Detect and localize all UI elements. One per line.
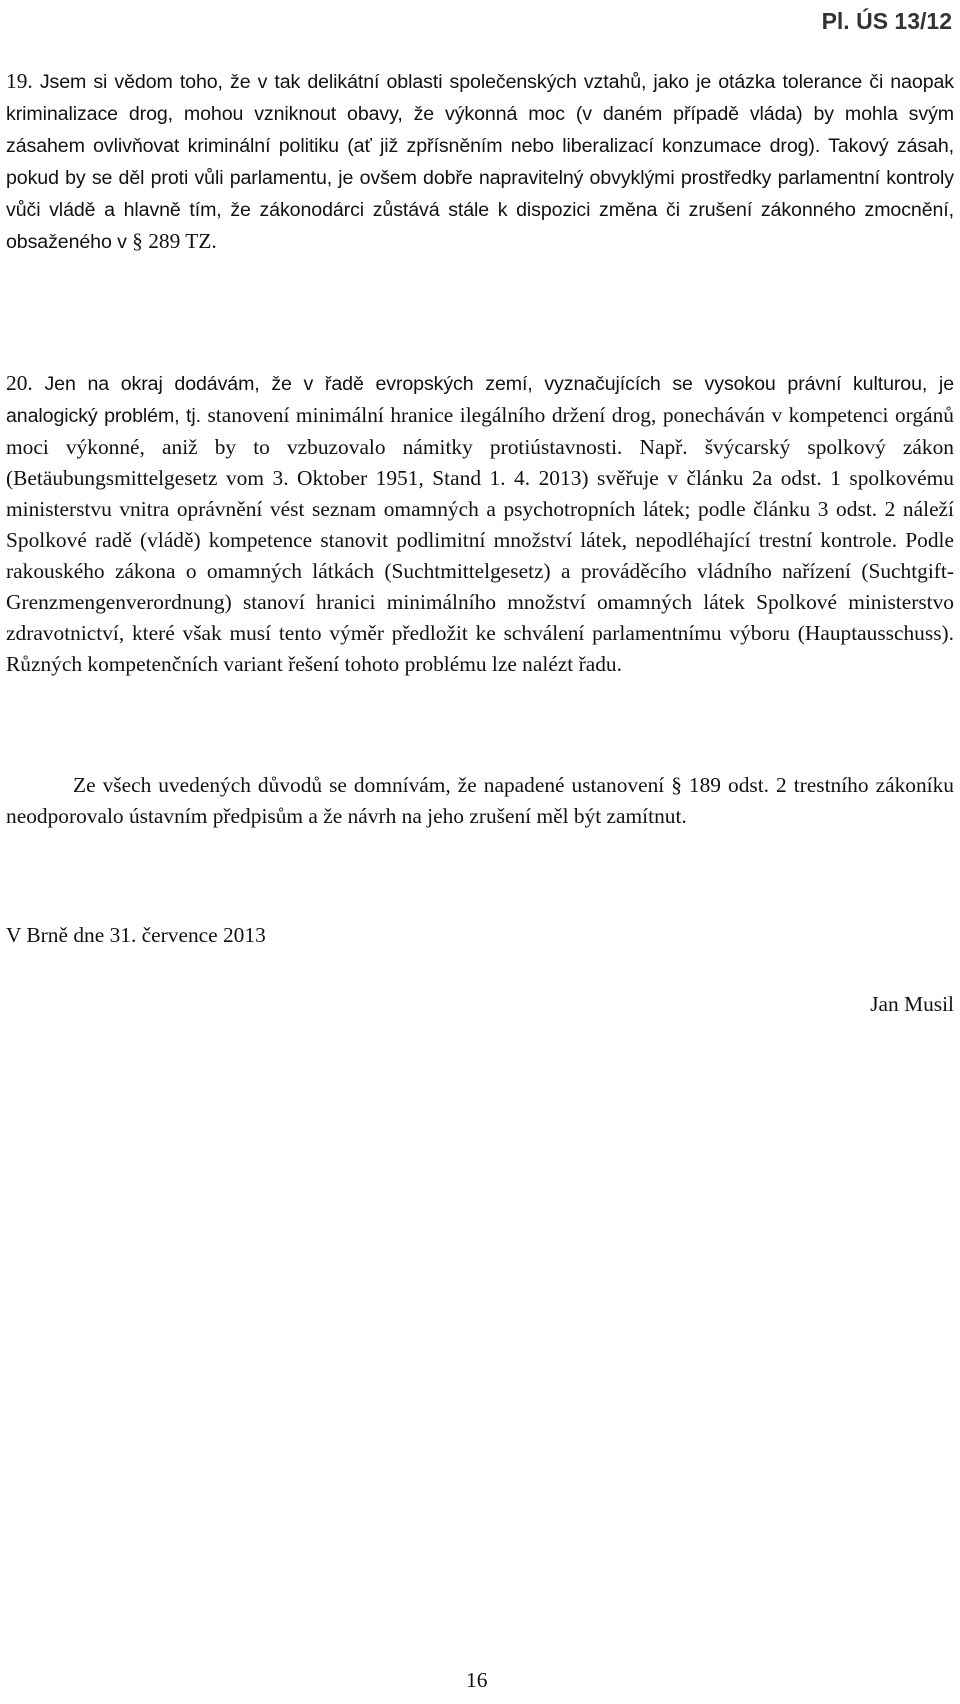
place-and-date: V Brně dne 31. července 2013 (6, 923, 266, 947)
paragraph-20-text: stanovení minimální hranice ilegálního držení drog, ponecháván v kompetenci orgánů moci výkonné, aniž by to vzbuzovalo námitky protiústavnosti. Např. švýcarský spolkový zákon (Betäubungsmittelgesetz vom 3. Oktober 1951, Stand 1. 4. 2013) svěřuje v článku 2a odst. 1 spolkovému ministerstvu vnitra oprávnění vést seznam omamných a psychotropních látek; podle článku 3 odst. 2 náleží Spolkové radě (vládě) kompetence stanovit podlimitní množství látek, nepodléhající trestní kontrole. Podle rakouského zákona o omamných látkách (Suchtmittelgesetz) a prováděcího vládního nařízení (Suchtgift-Grenzmengenverordnung) stanoví hranici minimálního množství omamných látek Spolkové ministerstvo zdravotnictví, které však musí tento výměr předložit ke schválení parlamentnímu výboru (Hauptausschuss). Různých kompetenčních variant řešení tohoto problému lze nalézt řadu. (6, 403, 954, 676)
paragraph-19-number: 19. (6, 69, 33, 93)
signature-name: Jan Musil (870, 992, 954, 1016)
paragraph-20 (6, 368, 954, 680)
paragraph-19-tail: § 289 TZ. (126, 229, 217, 253)
paragraph-19-text: Jsem si vědom toho, že v tak delikátní oblasti společenských vztahů, jako je otázka tolerance či naopak kriminalizace drog, mohou vzniknout obavy, že výkonná moc (v daném případě vláda) by mohla svým zásahem ovlivňovat kriminální politiku (ať již zpřísněním nebo liberalizací konzumace drog). (6, 71, 954, 157)
paragraph-20-intro: Jen na okraj dodávám, že v řadě evropských zemí, vyznačujících se vysokou právní kulturou, je analogický problém, tj. (6, 373, 954, 427)
conclusion-paragraph: Ze všech uvedených důvodů se domnívám, že napadené ustanovení § 189 odst. 2 trestního zákoníku neodporovalo ústavním předpisům a že návrh na jeho zrušení měl být zamítnut. (6, 773, 954, 828)
paragraph-20-number: 20. (6, 371, 33, 395)
paragraph-19-text-continued: Takový zásah, pokud by se děl proti vůli parlamentu, je ovšem dobře napravitelný obvyklými prostředky parlamentní kontroly vůči vládě a hlavně tím, že zákonodárci zůstává stále k dispozici změna či zrušení zákonného zmocnění, obsaženého v (6, 135, 954, 253)
paragraph-19 (6, 66, 954, 258)
page-number: 16 (466, 1668, 488, 1692)
case-reference: Pl. ÚS 13/12 (821, 8, 952, 34)
